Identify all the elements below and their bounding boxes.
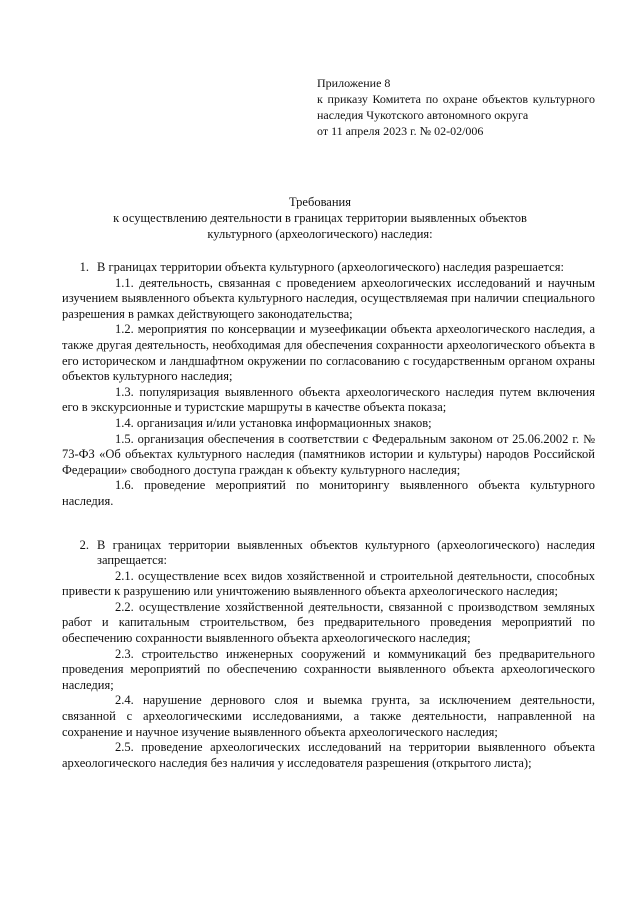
appendix-date: от 11 апреля 2023 г. № 02-02/006 — [317, 124, 484, 138]
list-item: 2.5. проведение археологических исследований на территории выявленного объекта археологического наследия без наличия у исследователя разрешения (открытого листа); — [62, 740, 595, 770]
appendix-number: Приложение 8 — [317, 76, 391, 90]
title-subheading: к осуществлению деятельности в границах территории выявленных объектов — [113, 211, 527, 225]
section-number: 2. — [79, 537, 89, 552]
appendix-order-reference: к приказу Комитета по охране объектов культурного наследия Чукотского автономного округа — [317, 92, 595, 122]
title-subheading-continued: культурного (археологического) наследия: — [207, 227, 433, 241]
section-permitted — [62, 260, 595, 276]
section-heading: В границах территории выявленных объектов культурного (археологического) наследия запрещается: — [97, 537, 595, 568]
list-item: 2.1. осуществление всех видов хозяйственной и строительной деятельности, способных привести к разрушению или уничтожению выявленного объекта археологического наследия; — [62, 568, 595, 599]
list-item: 2.4. нарушение дернового слоя и выемка грунта, за исключением деятельности, связанной с археологическими исследованиями, а также деятельности, направленной на сохранение и научное изучение выявленного объекта археологического наследия; — [62, 693, 595, 739]
list-item: 1.4. организация и/или установка информационных знаков; — [115, 415, 432, 430]
section-heading: В границах территории объекта культурного (археологического) наследия разрешается: — [97, 260, 564, 274]
appendix-block — [317, 75, 595, 139]
document-title — [64, 194, 576, 242]
section-spacer — [62, 510, 595, 538]
list-item: 1.6. проведение мероприятий по мониторингу выявленного объекта культурного наследия. — [62, 478, 595, 508]
document-body — [62, 260, 595, 771]
list-item: 2.3. строительство инженерных сооружений и коммуникаций без предварительного проведения мероприятий по обеспечению сохранности выявленного объекта археологического наследия; — [62, 646, 595, 692]
list-item: 2.2. осуществление хозяйственной деятельности, связанной с производством земляных работ и капитальным строительством, без предварительного проведения мероприятий по обеспечению сохранности выявленного объекта археологического наследия; — [62, 599, 595, 646]
list-item: 1.5. организация обеспечения в соответствии с Федеральным законом от 25.06.2002 г. № 73-ФЗ «Об объектах культурного наследия (памятников истории и культуры) народов Российской Федерации» свободного доступа граждан к объекту культурного наследия; — [62, 431, 595, 477]
list-item: 1.2. мероприятия по консервации и музеефикации объекта археологического наследия, а также другая деятельность, необходимая для обеспечения сохранности археологического объекта в его историческом и ландшафтном окружении по согласованию с государственным органом охраны объектов культурного наследия; — [62, 322, 595, 384]
title-heading: Требования — [289, 195, 351, 209]
list-item: 1.1. деятельность, связанная с проведением археологических исследований и научным изучением выявленного объекта культурного наследия, осуществляемая при наличии специального разрешения в рамках действующего законодательства; — [62, 275, 595, 321]
list-item: 1.3. популяризация выявленного объекта археологического наследия путем включения его в экскурсионные и туристские маршруты в качестве объекта показа; — [62, 384, 595, 415]
section-number: 1. — [79, 260, 89, 274]
section-prohibited — [62, 538, 595, 569]
